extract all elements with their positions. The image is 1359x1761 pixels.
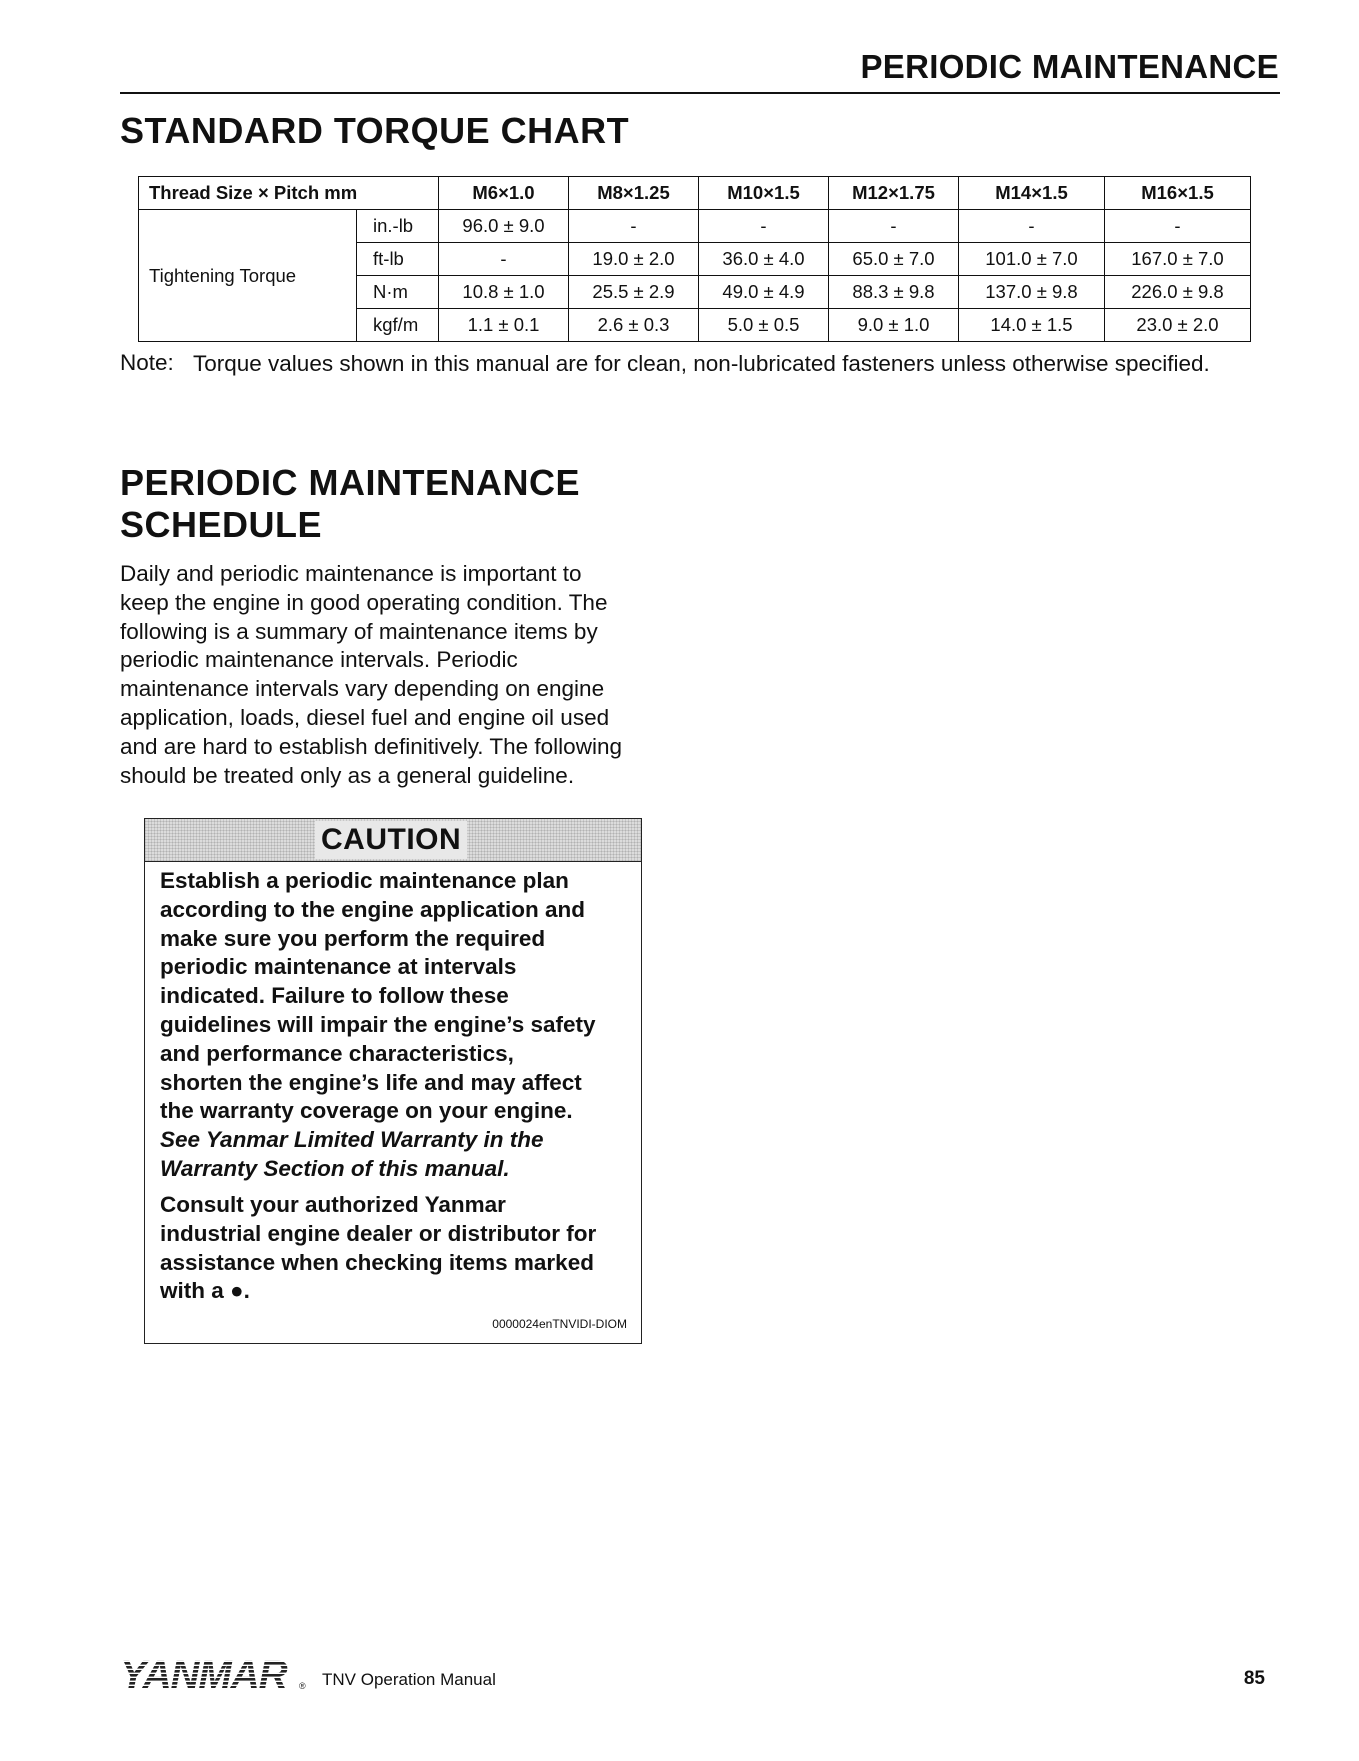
unit-cell: kgf/m — [357, 309, 439, 342]
value-cell: 19.0 ± 2.0 — [569, 243, 699, 276]
caution-line: Consult your authorized Yanmar — [160, 1192, 506, 1217]
value-cell: 9.0 ± 1.0 — [829, 309, 959, 342]
value-cell: 1.1 ± 0.1 — [439, 309, 569, 342]
value-cell: 25.5 ± 2.9 — [569, 276, 699, 309]
column-header: M12×1.75 — [829, 177, 959, 210]
caution-line: and performance characteristics, — [160, 1040, 514, 1066]
manual-title: TNV Operation Manual — [322, 1670, 496, 1689]
warranty-reference-line: See Yanmar Limited Warranty in the — [160, 1127, 544, 1153]
value-cell: 23.0 ± 2.0 — [1105, 309, 1251, 342]
torque-chart-title: STANDARD TORQUE CHART — [120, 110, 630, 151]
value-cell: 137.0 ± 9.8 — [959, 276, 1105, 309]
torque-table-header-row — [139, 177, 1251, 210]
unit-cell: in.-lb — [357, 210, 439, 243]
caution-code: 0000024enTNVIDI-DIOM — [492, 1317, 627, 1331]
note-text: Torque values shown in this manual are for clean, non-lubricated fasteners unless otherwise specified. — [193, 351, 1210, 376]
caution-heading: CAUTION — [315, 821, 467, 859]
value-cell: - — [699, 210, 829, 243]
value-cell: 101.0 ± 7.0 — [959, 243, 1105, 276]
column-header: M10×1.5 — [699, 177, 829, 210]
tightening-torque-label: Tightening Torque — [139, 210, 357, 342]
value-cell: - — [439, 243, 569, 276]
paragraph-line: Daily and periodic maintenance is important to — [120, 561, 582, 586]
paragraph-line: keep the engine in good operating condition. The — [120, 589, 608, 615]
caution-paragraph — [160, 867, 630, 1184]
column-header: M14×1.5 — [959, 177, 1105, 210]
value-cell: 5.0 ± 0.5 — [699, 309, 829, 342]
value-cell: 49.0 ± 4.9 — [699, 276, 829, 309]
paragraph-line: and are hard to establish definitively. The following — [120, 733, 622, 759]
value-cell: 14.0 ± 1.5 — [959, 309, 1105, 342]
caution-box — [144, 818, 642, 1344]
value-cell: 10.8 ± 1.0 — [439, 276, 569, 309]
value-cell: 96.0 ± 9.0 — [439, 210, 569, 243]
value-cell: 88.3 ± 9.8 — [829, 276, 959, 309]
running-header-title: PERIODIC MAINTENANCE — [860, 48, 1279, 85]
header-rule — [120, 92, 1280, 94]
column-header: M8×1.25 — [569, 177, 699, 210]
svg-text:®: ® — [299, 1681, 306, 1691]
schedule-paragraph — [120, 560, 680, 790]
caution-line: periodic maintenance at intervals — [160, 954, 517, 980]
paragraph-line: maintenance intervals vary depending on engine — [120, 676, 605, 702]
value-cell: 167.0 ± 7.0 — [1105, 243, 1251, 276]
value-cell: - — [959, 210, 1105, 243]
paragraph-line: application, loads, diesel fuel and engine oil used — [120, 704, 610, 730]
svg-text:YANMAR: YANMAR — [120, 1654, 287, 1694]
value-cell: 2.6 ± 0.3 — [569, 309, 699, 342]
paragraph-line: following is a summary of maintenance items by — [120, 618, 598, 644]
caution-line: Establish a periodic maintenance plan — [160, 868, 569, 893]
caution-line: shorten the engine’s life and may affect — [160, 1069, 582, 1095]
page-number: 85 — [1243, 1668, 1265, 1689]
value-cell: 226.0 ± 9.8 — [1105, 276, 1251, 309]
caution-line: industrial engine dealer or distributor for — [160, 1220, 597, 1246]
note-label: Note: — [120, 350, 174, 375]
thread-size-header: Thread Size × Pitch mm — [139, 177, 439, 210]
yanmar-logo — [118, 1654, 318, 1699]
caution-header-band — [145, 819, 641, 862]
value-cell: 36.0 ± 4.0 — [699, 243, 829, 276]
schedule-title — [120, 462, 720, 546]
value-cell: - — [569, 210, 699, 243]
torque-table — [138, 176, 1251, 342]
schedule-title-line: PERIODIC MAINTENANCE — [120, 462, 581, 503]
warranty-reference-line: Warranty Section of this manual. — [160, 1155, 510, 1181]
unit-cell: ft-lb — [357, 243, 439, 276]
caution-line: make sure you perform the required — [160, 925, 546, 951]
caution-line: with a ●. — [160, 1278, 250, 1304]
table-row — [139, 210, 1251, 243]
schedule-title-line: SCHEDULE — [120, 504, 323, 545]
caution-line: guidelines will impair the engine’s safety — [160, 1011, 596, 1037]
caution-line: assistance when checking items marked — [160, 1249, 594, 1275]
paragraph-line: periodic maintenance intervals. Periodic — [120, 647, 518, 673]
caution-paragraph — [160, 1191, 630, 1306]
caution-line: indicated. Failure to follow these — [160, 983, 509, 1009]
column-header: M6×1.0 — [439, 177, 569, 210]
caution-line: the warranty coverage on your engine. — [160, 1098, 573, 1124]
value-cell: - — [1105, 210, 1251, 243]
column-header: M16×1.5 — [1105, 177, 1251, 210]
value-cell: 65.0 ± 7.0 — [829, 243, 959, 276]
unit-cell: N·m — [357, 276, 439, 309]
caution-line: according to the engine application and — [160, 896, 586, 922]
value-cell: - — [829, 210, 959, 243]
paragraph-line: should be treated only as a general guideline. — [120, 762, 575, 788]
